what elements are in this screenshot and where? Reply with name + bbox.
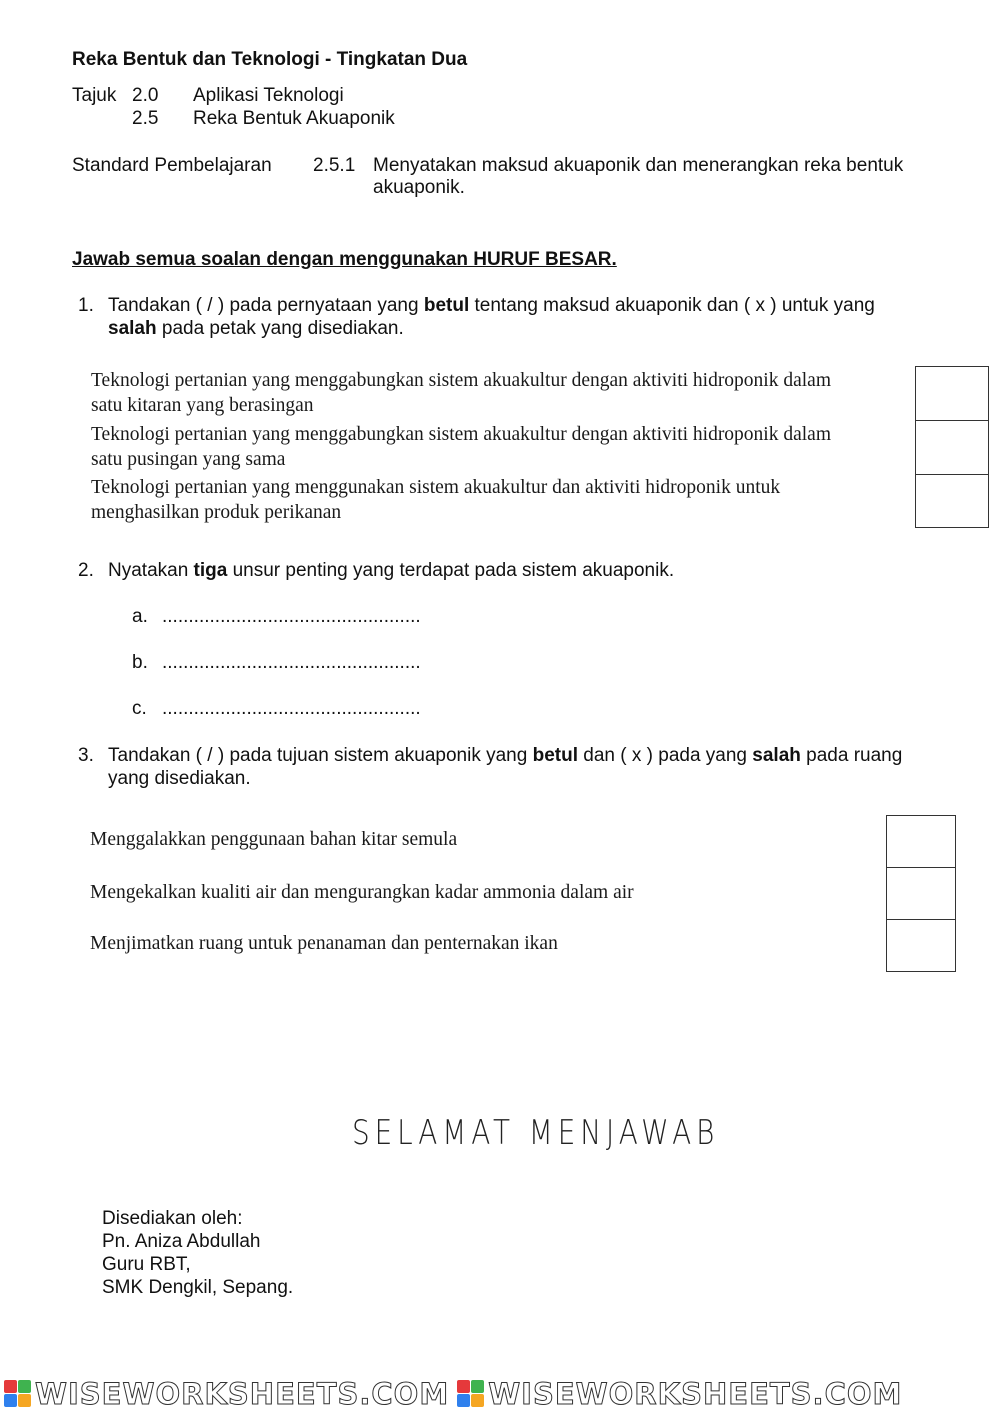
q1-bold-salah: salah [108,318,157,339]
q1-statement-3-line-2: menghasilkan produk perikanan [91,502,342,523]
q3-bold-betul: betul [532,745,578,766]
q3-statement-2: Mengekalkan kualiti air dan mengurangkan kadar ammonia dalam air [90,882,634,903]
q1-statement-2-line-1: Teknologi pertanian yang menggabungkan sistem akuakultur dengan aktiviti hidroponik dalam [91,424,832,445]
q3-number: 3. [78,745,94,766]
q3-statement-3: Menjimatkan ruang untuk penanaman dan penternakan ikan [90,933,558,954]
q1-answer-box-2[interactable] [915,420,989,475]
worksheet-title: Reka Bentuk dan Teknologi - Tingkatan Dua [72,49,468,70]
q3-bold-salah: salah [752,745,801,766]
q1-bold-betul: betul [423,295,470,316]
standard-line-2: akuaponik. [373,177,465,198]
q1-answer-box-3[interactable] [915,474,989,528]
author-role: Guru RBT, [102,1254,191,1275]
watermark-group-2 [457,1377,902,1411]
q1-text-a: Tandakan ( / ) pada pernyataan yang [108,295,424,316]
q3-text-line-1 [108,744,902,767]
standard-number: 2.5.1 [313,155,356,176]
topic-1-number: 2.0 [132,85,159,106]
q2-bold-tiga: tiga [193,560,228,581]
standard-label: Standard Pembelajaran [72,155,272,176]
closing-greeting: SELAMAT MENJAWAB [352,1113,720,1153]
q3-text-c: pada ruang [800,745,903,766]
q3-answer-box-1[interactable] [886,815,956,868]
q1-statement-1-line-2: satu kitaran yang berasingan [91,395,314,416]
q1-text-b: tentang maksud akuaponik dan ( x ) untuk yang [469,295,875,316]
q2-text-b: unsur penting yang terdapat pada sistem akuaponik. [227,560,675,581]
q2-item-a-label: a. [132,606,148,627]
topic-2-number: 2.5 [132,108,159,129]
q3-text-b: dan ( x ) pada yang [578,745,753,766]
topic-1-name: Aplikasi Teknologi [193,85,344,106]
q1-statement-2 [91,422,831,472]
q2-item-c-label: c. [132,698,147,719]
standard-line-1: Menyatakan maksud akuaponik dan menerangkan reka bentuk [373,155,904,176]
brand-text-1: WISEWORKSHEETS.COM [35,1376,450,1411]
author-school: SMK Dengkil, Sepang. [102,1277,294,1298]
watermark-banner [0,1374,1000,1413]
q3-answer-box-2[interactable] [886,867,956,920]
logo-icon [457,1380,484,1407]
author-block [102,1207,293,1299]
q2-item-a-blank[interactable]: ................................................. [162,606,421,627]
q2-text [108,559,674,582]
instruction: Jawab semua soalan dengan menggunakan HURUF BESAR. [72,249,617,270]
logo-icon [4,1380,31,1407]
brand-text-2: WISEWORKSHEETS.COM [488,1376,903,1411]
author-label: Disediakan oleh: [102,1208,243,1229]
q3-statement-1: Menggalakkan penggunaan bahan kitar semula [90,829,458,850]
q1-number: 1. [78,295,94,316]
q1-text-line-1 [108,294,875,317]
q1-statement-3-line-1: Teknologi pertanian yang menggunakan sistem akuakultur dan aktiviti hidroponik untuk [91,477,781,498]
watermark-group-1 [4,1377,449,1411]
q1-statement-1-line-1: Teknologi pertanian yang menggabungkan sistem akuakultur dengan aktiviti hidroponik dalam [91,370,832,391]
q3-text-a: Tandakan ( / ) pada tujuan sistem akuaponik yang [108,745,533,766]
q2-text-a: Nyatakan [108,560,194,581]
q1-text-line-2 [108,317,404,340]
q1-statement-2-line-2: satu pusingan yang sama [91,449,286,470]
author-name: Pn. Aniza Abdullah [102,1231,261,1252]
q2-item-b-blank[interactable]: ................................................. [162,652,421,673]
topic-2-name: Reka Bentuk Akuaponik [193,108,395,129]
q1-statement-1 [91,368,831,418]
q1-text-c: pada petak yang disediakan. [156,318,404,339]
q2-item-b-label: b. [132,652,148,673]
q1-answer-box-1[interactable] [915,366,989,421]
tajuk-label: Tajuk [72,85,117,106]
q2-item-c-blank[interactable]: ................................................. [162,698,421,719]
q2-number: 2. [78,560,94,581]
q3-text-line-2: yang disediakan. [108,768,251,789]
q3-answer-box-3[interactable] [886,919,956,972]
q1-statement-3 [91,475,780,525]
